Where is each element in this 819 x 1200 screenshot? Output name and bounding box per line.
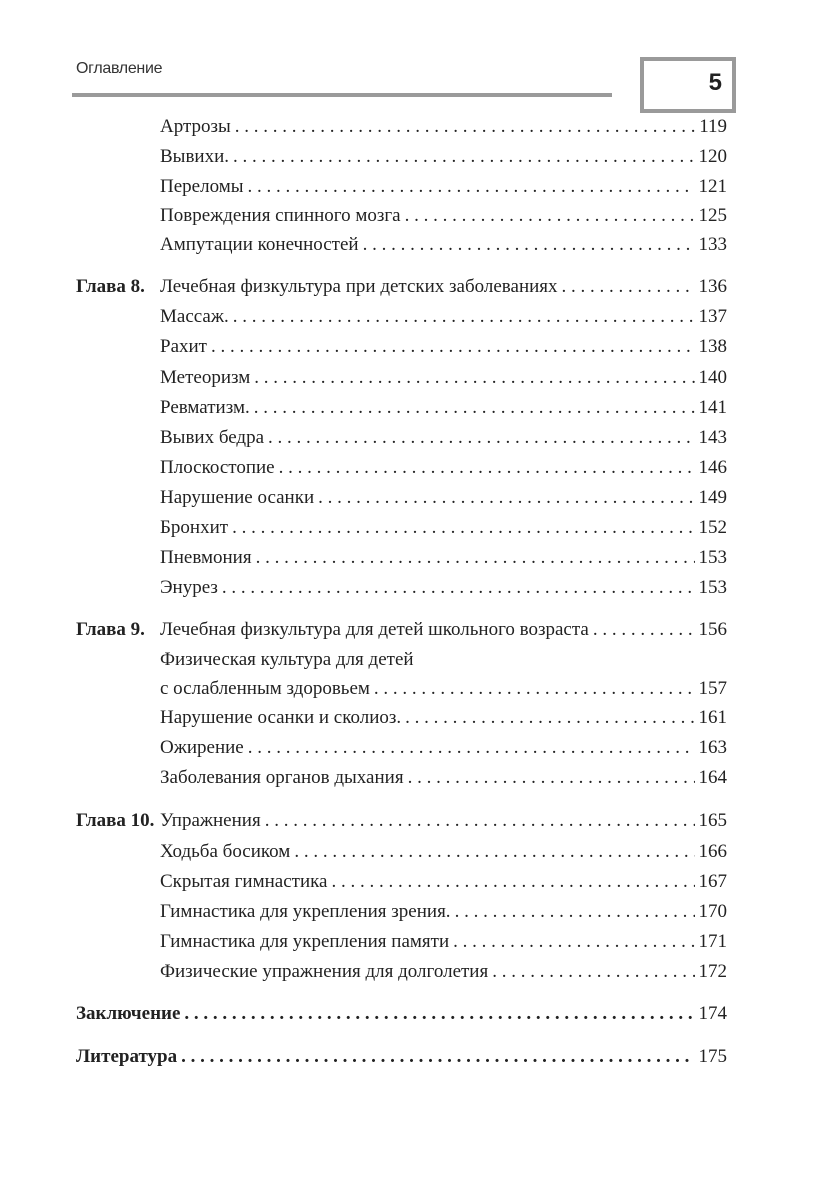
- toc-entry: [160, 576, 727, 600]
- toc-entry-title: Рахит: [160, 336, 207, 357]
- toc-entry: [160, 546, 727, 570]
- toc-page-number: 161: [698, 707, 727, 728]
- dot-leader: [374, 677, 695, 701]
- toc-chapter: [76, 275, 727, 299]
- toc-entry: [160, 115, 727, 139]
- dot-leader: [279, 456, 695, 480]
- toc-page-number: 164: [698, 767, 727, 788]
- toc-entry-title: Вывихи.: [160, 146, 229, 167]
- dot-leader: [248, 175, 695, 199]
- toc-page-number: 119: [699, 116, 727, 137]
- toc-entry: [160, 366, 727, 390]
- toc-entry-title: Ампутации конечностей: [160, 234, 359, 255]
- toc-entry-title: Ходьба босиком: [160, 841, 291, 862]
- toc-page-number: 152: [698, 517, 727, 538]
- dot-leader: [405, 706, 694, 730]
- dot-leader: [318, 486, 694, 510]
- toc-entry: [160, 175, 727, 199]
- toc-page-number: 165: [698, 810, 727, 831]
- toc-page-number: 167: [698, 871, 727, 892]
- toc-entry-title: Физические упражнения для долголетия: [160, 961, 489, 982]
- toc-page-number: 141: [698, 397, 727, 418]
- toc-entry-title: Гимнастика для укрепления зрения.: [160, 901, 451, 922]
- toc-chapter: [76, 618, 727, 642]
- toc-page-number: 174: [698, 1003, 727, 1024]
- toc-entry-title: Пневмония: [160, 547, 252, 568]
- dot-leader: [232, 516, 694, 540]
- toc-entry-title: Переломы: [160, 176, 244, 197]
- toc-entry: [160, 305, 727, 329]
- chapter-label: Глава 10.: [76, 810, 155, 831]
- toc-entry-title: Гимнастика для укрепления памяти: [160, 931, 450, 952]
- toc-entry-title: Артрозы: [160, 116, 231, 137]
- toc-entry-title: Вывих бедра: [160, 427, 265, 448]
- toc-entry-title: Энурез: [160, 577, 218, 598]
- toc-chapter: [76, 809, 727, 833]
- toc-entry: [160, 736, 727, 760]
- dot-leader: [562, 275, 695, 299]
- toc-entry-title: Заключение: [76, 1003, 181, 1024]
- toc-entry: [160, 870, 727, 894]
- toc-entry: [160, 456, 727, 480]
- toc-page-number: 137: [698, 306, 727, 327]
- toc-page-number: 146: [698, 457, 727, 478]
- toc-entry: [160, 233, 727, 257]
- page-number: 5: [708, 69, 722, 96]
- toc-page-number: 171: [698, 931, 727, 952]
- dot-leader: [254, 366, 694, 390]
- toc-entry-title: Плоскостопие: [160, 457, 275, 478]
- toc-page-number: 156: [698, 619, 727, 640]
- toc-page-number: 157: [698, 678, 727, 699]
- dot-leader: [294, 840, 694, 864]
- dot-leader: [211, 335, 695, 359]
- dot-leader: [254, 396, 695, 420]
- toc-page-number: 149: [698, 487, 727, 508]
- toc-page-number: 166: [698, 841, 727, 862]
- toc-entry-title: Массаж.: [160, 306, 229, 327]
- toc-entry: [160, 426, 727, 450]
- toc-entry-title: Ожирение: [160, 737, 244, 758]
- dot-leader: [184, 1002, 694, 1026]
- toc-entry: [160, 840, 727, 864]
- dot-leader: [256, 546, 695, 570]
- dot-leader: [593, 618, 695, 642]
- toc-entry: [160, 516, 727, 540]
- toc-entry-title: Лечебная физкультура при детских заболеваниях: [160, 276, 558, 297]
- toc-page-number: 120: [698, 146, 727, 167]
- toc-page-number: 170: [698, 901, 727, 922]
- toc-entry-title: Бронхит: [160, 517, 229, 538]
- header-rule: [72, 93, 612, 97]
- toc-entry: [160, 677, 727, 701]
- chapter-label: Глава 8.: [76, 276, 145, 297]
- dot-leader: [455, 900, 695, 924]
- toc-entry: [76, 1002, 727, 1026]
- toc-page-number: 121: [698, 176, 727, 197]
- toc-page-number: 140: [698, 367, 727, 388]
- dot-leader: [222, 576, 695, 600]
- toc-entry: [160, 766, 727, 790]
- dot-leader: [233, 145, 695, 169]
- toc-entry-title: Метеоризм: [160, 367, 251, 388]
- toc-entry: [160, 204, 727, 228]
- toc-entry-title: Нарушение осанки и сколиоз.: [160, 707, 402, 728]
- toc-page-number: 153: [698, 577, 727, 598]
- toc-entry-title: Заболевания органов дыхания: [160, 767, 404, 788]
- dot-leader: [248, 736, 695, 760]
- toc-page-number: 172: [698, 961, 727, 982]
- toc-entry-title: Повреждения спинного мозга: [160, 205, 401, 226]
- toc-entry-title: Лечебная физкультура для детей школьного возраста: [160, 619, 589, 640]
- toc-entry: [160, 900, 727, 924]
- toc-page-number: 125: [698, 205, 727, 226]
- toc-page-number: 153: [698, 547, 727, 568]
- toc-entry: [160, 335, 727, 359]
- toc-entry-title-line1: Физическая культура для детей: [160, 649, 414, 670]
- dot-leader: [268, 426, 694, 450]
- dot-leader: [332, 870, 695, 894]
- toc-entry: [160, 930, 727, 954]
- toc-entry: [160, 486, 727, 510]
- chapter-label: Глава 9.: [76, 619, 145, 640]
- toc-entry: [160, 396, 727, 420]
- dot-leader: [405, 204, 695, 228]
- toc-entry-title: с ослабленным здоровьем: [160, 678, 370, 699]
- dot-leader: [181, 1045, 694, 1069]
- page-number-box: [640, 57, 736, 113]
- toc-page-number: 163: [698, 737, 727, 758]
- toc-entry-title: Скрытая гимнастика: [160, 871, 328, 892]
- dot-leader: [408, 766, 695, 790]
- toc-page-number: 175: [698, 1046, 727, 1067]
- toc-entry-title: Упражнения: [160, 810, 261, 831]
- toc-entry-title: Литература: [76, 1046, 178, 1067]
- running-header-title: Оглавление: [76, 60, 163, 77]
- toc-entry: [76, 1045, 727, 1069]
- toc-page-number: 133: [698, 234, 727, 255]
- toc-entry-title: Нарушение осанки: [160, 487, 315, 508]
- toc-page-number: 143: [698, 427, 727, 448]
- toc-page-number: 138: [698, 336, 727, 357]
- dot-leader: [492, 960, 694, 984]
- toc-entry: [160, 706, 727, 730]
- toc-entry-title: Ревматизм.: [160, 397, 250, 418]
- toc-entry: [160, 960, 727, 984]
- dot-leader: [453, 930, 694, 954]
- dot-leader: [265, 809, 695, 833]
- dot-leader: [233, 305, 695, 329]
- toc-entry: [160, 145, 727, 169]
- dot-leader: [363, 233, 695, 257]
- toc-page-number: 136: [698, 276, 727, 297]
- dot-leader: [235, 115, 695, 139]
